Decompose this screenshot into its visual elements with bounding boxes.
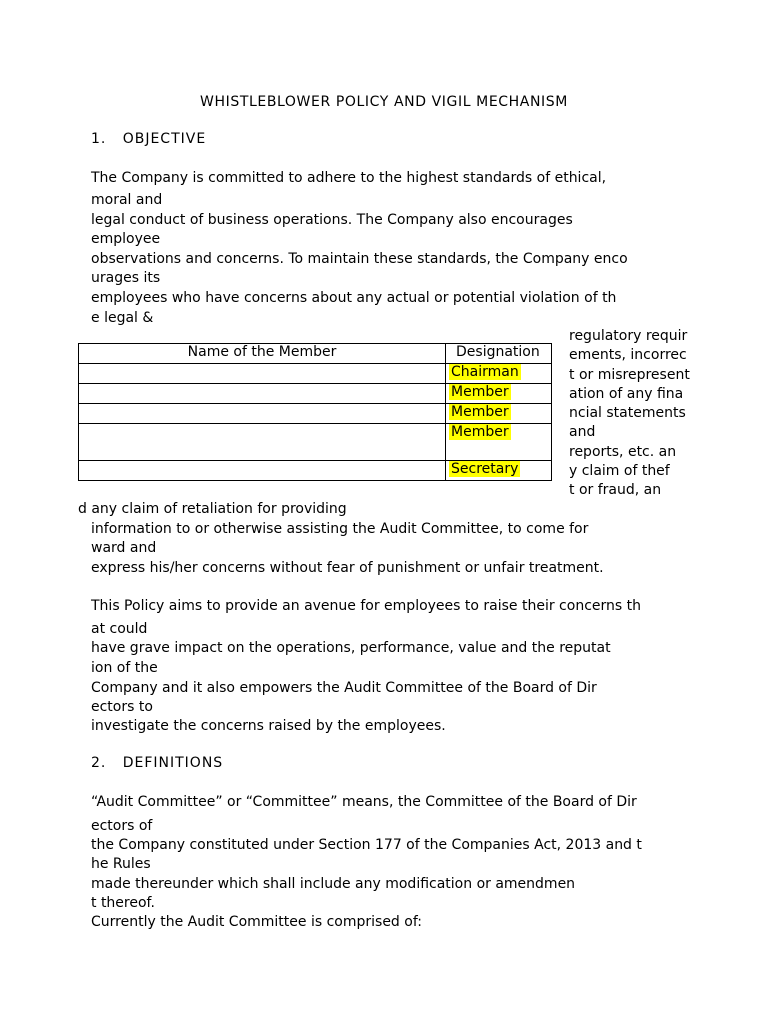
paragraph-line: observations and concerns. To maintain these standards, the Company enco — [91, 251, 628, 267]
paragraph-line: at could — [91, 621, 148, 637]
member-name-cell — [79, 461, 446, 481]
side-text-line: regulatory requir — [569, 328, 688, 344]
paragraph-line: Company and it also empowers the Audit Committee of the Board of Dir — [91, 680, 597, 696]
section-heading-definitions: 2. DEFINITIONS — [91, 755, 224, 771]
designation-cell — [446, 364, 552, 384]
side-text-line: t or fraud, an — [569, 482, 662, 498]
table-header-row — [79, 344, 552, 364]
member-name-cell — [79, 404, 446, 424]
side-text-line: ation of any fina — [569, 386, 684, 402]
document-title: WHISTLEBLOWER POLICY AND VIGIL MECHANISM — [200, 94, 568, 110]
designation-highlight: Secretary — [451, 461, 519, 477]
member-name-cell — [79, 384, 446, 404]
paragraph-line: express his/her concerns without fear of punishment or unfair treatment. — [91, 560, 604, 576]
designation-highlight: Chairman — [451, 364, 519, 380]
paragraph-line: the Company constituted under Section 177 of the Companies Act, 2013 and t — [91, 837, 642, 853]
side-text-line: and — [569, 424, 596, 440]
paragraph-line: d any claim of retaliation for providing — [78, 501, 347, 517]
paragraph-line: made thereunder which shall include any modification or amendmen — [91, 876, 576, 892]
paragraph-line: The Company is committed to adhere to the highest standards of ethical, — [91, 170, 607, 186]
paragraph-line: information to or otherwise assisting the Audit Committee, to come for — [91, 521, 589, 537]
table-row — [79, 461, 552, 481]
side-text-line: y claim of thef — [569, 463, 670, 479]
paragraph-line: t thereof. — [91, 895, 155, 911]
paragraph-line: “Audit Committee” or “Committee” means, the Committee of the Board of Dir — [91, 794, 637, 810]
side-text-line: reports, etc. an — [569, 444, 677, 460]
paragraph-line: employee — [91, 231, 161, 247]
paragraph-line: moral and — [91, 192, 163, 208]
paragraph-line: investigate the concerns raised by the employees. — [91, 718, 446, 734]
designation-cell — [446, 404, 552, 424]
side-text-line: ements, incorrec — [569, 347, 687, 363]
designation-highlight: Member — [451, 384, 509, 400]
side-text-line: ncial statements — [569, 405, 686, 421]
paragraph-line: have grave impact on the operations, performance, value and the reputat — [91, 640, 611, 656]
side-text-line: t or misrepresent — [569, 367, 690, 383]
column-header-name: Name of the Member — [79, 344, 446, 364]
paragraph-line: he Rules — [91, 856, 151, 872]
paragraph-line: e legal & — [91, 310, 154, 326]
paragraph-line: ectors to — [91, 699, 153, 715]
member-name-cell — [79, 364, 446, 384]
paragraph-line: Currently the Audit Committee is comprised of: — [91, 914, 422, 930]
designation-highlight: Member — [451, 404, 509, 420]
designation-highlight: Member — [451, 424, 509, 440]
audit-committee-members-table — [78, 343, 552, 481]
paragraph-line: ectors of — [91, 818, 153, 834]
table-row — [79, 424, 552, 461]
paragraph-line: ward and — [91, 540, 157, 556]
table-row — [79, 404, 552, 424]
paragraph-line: ion of the — [91, 660, 158, 676]
member-name-cell — [79, 424, 446, 461]
paragraph-line: legal conduct of business operations. The Company also encourages — [91, 212, 573, 228]
table-row — [79, 384, 552, 404]
designation-cell — [446, 384, 552, 404]
section-heading-objective: 1. OBJECTIVE — [91, 131, 207, 147]
designation-cell — [446, 424, 552, 461]
table-row — [79, 364, 552, 384]
paragraph-line: employees who have concerns about any actual or potential violation of th — [91, 290, 617, 306]
paragraph-line: This Policy aims to provide an avenue for employees to raise their concerns th — [91, 598, 641, 614]
column-header-designation: Designation — [446, 344, 552, 364]
paragraph-line: urages its — [91, 270, 161, 286]
designation-cell — [446, 461, 552, 481]
